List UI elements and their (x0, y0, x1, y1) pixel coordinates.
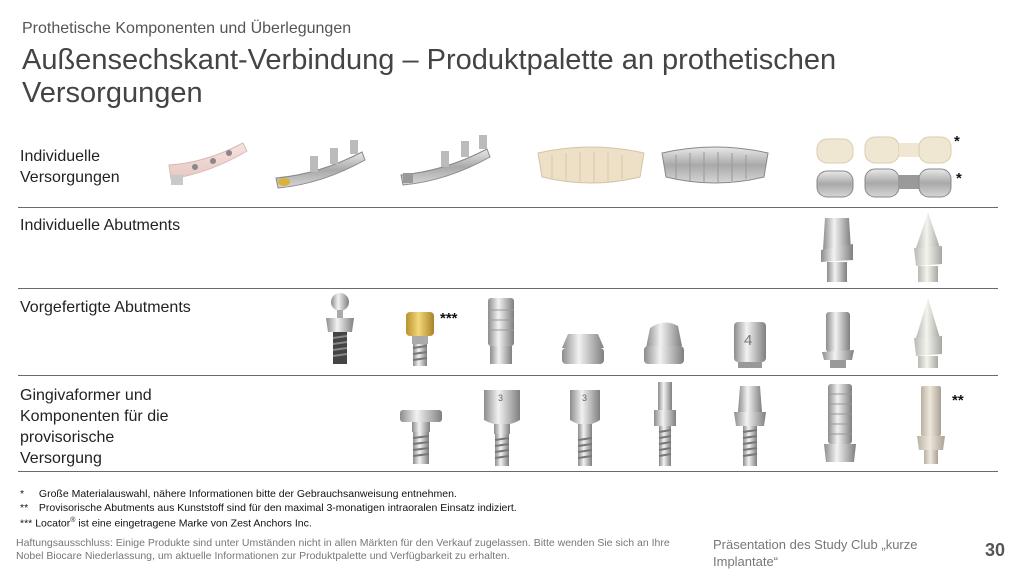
section-subtitle: Prothetische Komponenten und Überlegungen (22, 20, 352, 37)
row-label-individual-restorations: Individuelle Versorgungen (20, 148, 120, 186)
disclaimer-text: Haftungsausschluss: Einige Produkte sind unter Umständen nicht in allen Märkten für den Verkauf zugelassen. Bitte wenden Sie sich an Ihre Nobel Biocare Niederlassung, um aktuelle Informationen zur Produktpalette und Verfügbarkeit zu erhalten. (16, 537, 670, 562)
page-title: Außensechskant-Verbindung – Produktpalette an prothetischen Versorgungen (22, 44, 837, 109)
row-divider (18, 207, 998, 208)
footnote-marker: *** (440, 310, 458, 327)
row-divider (18, 375, 998, 376)
individual-zirconia-abutment-image (910, 210, 946, 285)
cylindrical-abutment-image (484, 296, 518, 368)
footnote-2-text: Provisorische Abutments aus Kunststoff sind für den maximal 3-monatigen intraoralen Einsatz indiziert. (38, 502, 517, 514)
locator-abutment-image (402, 310, 438, 368)
multi-unit-abutment-image (560, 330, 606, 368)
healing-cap-number: 3 (498, 393, 504, 403)
locator-brand: Locator (35, 517, 71, 530)
row-divider (18, 471, 998, 472)
footnote-2 (20, 502, 517, 514)
milled-bar-image (270, 138, 370, 193)
presentation-title: Präsentation des Study Club „kurze Implantate“ (713, 537, 918, 569)
row-label-individual-abutments: Individuelle Abutments (20, 217, 181, 234)
footnote-1-text: Große Materialauswahl, nähere Informationen bitte der Gebrauchsanweisung entnehmen. (38, 488, 457, 500)
page-number: 30 (985, 540, 1006, 560)
angled-multi-unit-abutment-image (640, 318, 688, 368)
healing-cap-number: 3 (582, 393, 588, 403)
footnote-3-text: ist eine eingetragene Marke von Zest Anchors Inc. (78, 517, 312, 530)
registered-mark: ® (70, 517, 76, 524)
footnote-1-marker: * (20, 488, 25, 500)
impression-coping-image (650, 380, 680, 468)
temporary-abutment-metal-image (730, 384, 770, 468)
temporary-abutment-titanium-image (822, 382, 858, 468)
row-label-healing-components: Gingivaformer und Komponenten für die provisorische Versorgung (20, 387, 169, 467)
footnote-3-marker: *** (20, 517, 33, 530)
straight-titanium-abutment-image (820, 310, 856, 370)
row-divider (18, 288, 998, 289)
individual-titanium-abutment-image (817, 214, 857, 284)
bar-with-pink-gingiva-image (165, 135, 250, 190)
row-label-prefab-abutments: Vorgefertigte Abutments (20, 299, 191, 316)
full-arch-metal-framework-image (660, 143, 770, 188)
attachment-bar-image (395, 135, 495, 190)
footnote-1 (20, 488, 457, 500)
footnote-marker: ** (952, 392, 964, 409)
full-arch-ceramic-bridge-image (536, 143, 646, 188)
healing-abutment-flat-image (398, 408, 444, 466)
footnote-3 (20, 517, 312, 530)
footnote-2-marker: ** (20, 502, 29, 514)
crowns-and-bridges-image (815, 135, 955, 201)
temporary-abutment-plastic-image (915, 384, 947, 466)
ball-abutment-image (322, 292, 358, 368)
prefab-zirconia-abutment-image (910, 296, 946, 372)
footnote-marker: * (954, 133, 960, 150)
footnote-marker: * (956, 170, 962, 187)
abutment-number-label: 4 (744, 332, 753, 349)
